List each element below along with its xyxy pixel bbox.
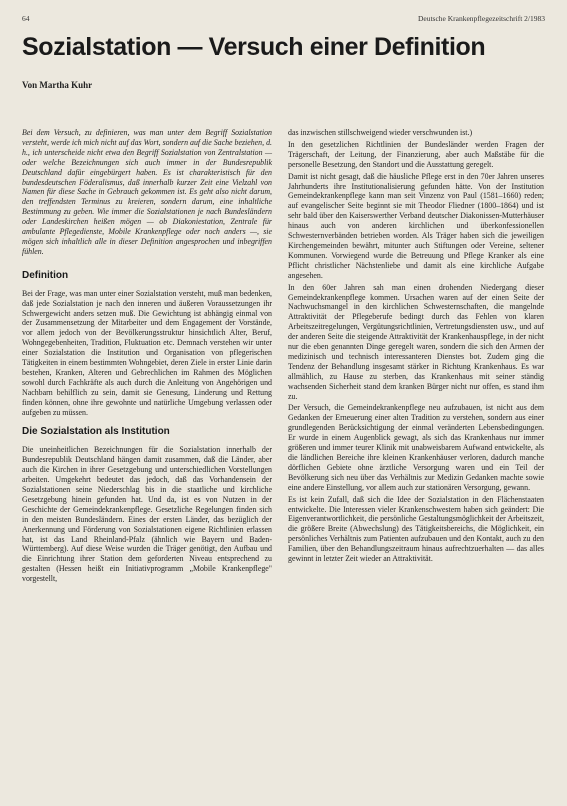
body-paragraph: In den 60er Jahren sah man einen drohenden Niedergang dieser Gemeindekrankenpflege kommen. Ursachen waren auf der einen Seite der Nachwuchsmangel in den kirchlichen Schwesternschaften, die mangelnde Attraktivität der Pflegeberufe bedingt durch das Fehlen von klaren Arbeitszeitregelungen, Vergütungsrichtlinien, Vertretungsdiensten usw., und auf der anderen Seite die steigende Attraktivität der Krankenhauspflege, in der nicht nur die eben genannten Dinge geregelt waren, sondern die sich den Armen der medizinisch und technisch interessanteren Dienstes bot. Zudem ging die Tendenz der Behandlung insgesamt stärker in Richtung Krankenhaus. Es war allmählich, zu Hause zu sterben, das Krankenhaus mit seiner ständig wachsenden Sicherheit stand dem kranken Bürger nicht nur offen, es stand ihm zu.: [288, 282, 544, 401]
section-heading-institution: Die Sozialstation als Institution: [22, 426, 170, 438]
intro-paragraph: Bei dem Versuch, zu definieren, was man unter dem Begriff Sozialstation versteht, werde ich mich nicht auf das Wort, sondern auf die Sache beziehen, d. h., ich unterscheide nicht etwa den Begriff Sozialstation von Zentralstation — oder welche Bezeichnungen sich auch immer in der Bundesrepublik Deutschland dafür eingebürgert haben. Es ist charakteristisch für den bundesdeutschen Föderalismus, daß innerhalb kurzer Zeit eine Vielzahl von Namen für diese Sache in Gebrauch gekommen ist. Es geht also nicht darum, den treffendsten Terminus zu kreieren, sondern darum, eine inhaltliche Bestimmung zu geben. Wie immer die Sozialstationen je nach Bundesländern oder Landeskirchen heißen mögen — ob Diakoniestation, Zentrale für ambulante Pflegedienste, Mobile Krankenpflege oder noch anders —, sie mögen sich inhaltlich alle in dieser Definition angesprochen und inbegriffen fühlen.: [22, 128, 272, 256]
body-paragraph: Damit ist nicht gesagt, daß die häusliche Pflege erst in den 70er Jahren unseres Jahrhunderts ihre Institutionalisierung gefunden hätte. Von der Institution Gemeindekrankenpflege kann man seit Vinzenz von Paul (1581–1660) reden; auf evangelischer Seite beginnt sie mit Theodor Fliedner (1800–1864) und ist sehr bald über den Kaiserswerther Verband deutscher Diakonissen-Mutterhäuser hinaus auch von anderen kirchlichen und überkonfessionellen Schwesternverbänden betrieben worden. Als Träger haben sich die jeweiligen Kirchengemeinden bewährt, mitunter auch Stiftungen oder Vereine, seltener Kommunen. Vorwiegend wurde die Betreuung und Pflege Kranker als eine Pflicht christlicher Nächstenliebe und damit als eine kirchliche Aufgabe angesehen.: [288, 171, 544, 280]
body-paragraph: In den gesetzlichen Richtlinien der Bundesländer werden Fragen der Trägerschaft, der Leitung, der Finanzierung, aber auch Maßstäbe für die personelle Besetzung, den Standort und die Ausstattung geregelt.: [288, 139, 544, 169]
body-paragraph: Die uneinheitlichen Bezeichnungen für die Sozialstation innerhalb der Bundesrepublik Deutschland hängen damit zusammen, daß die Länder, aber auch die Kirchen in ihrer Gesetzgebung und unterschiedlichen Vorstellungen arbeiten. Umgekehrt bedeutet das jedoch, daß das Vorhandensein der Sozialstationen seine Niederschlag bis in die staatliche und kirchliche Gesetzgebung hinein gefunden hat. Und da, ist es von Nutzen in der Geschichte der Gemeindekrankenpflege. Gesetzliche Regelungen finden sich in den meisten Bundesländern. Eines der ersten Länder, das bezüglich der Anerkennung und Förderung von Sozialstationen eigene Richtlinien erlassen hat, ist das Land Rheinland-Pfalz (ähnlich wie Bayern und Baden-Württemberg). Auf diese Weise wurden die Träger genötigt, den Aufbau und die Einrichtung ihrer Station dem geforderten Niveau entsprechend zu gestalten (Hessen heißt ein Initiativprogramm „Mobile Krankenpflege" vorgestellt,: [22, 445, 272, 584]
body-paragraph: das inzwischen stillschweigend wieder verschwunden ist.): [288, 128, 473, 137]
body-paragraph: Der Versuch, die Gemeindekrankenpflege neu aufzubauen, ist nicht aus dem Gedanken der Erneuerung einer alten Tradition zu verstehen, sondern aus einer grundlegenden Berücksichtigung der einmal veränderten Lebensbedingungen. Er wurde in einem Augenblick gewagt, als sich das Krankenhaus nur immer größeren und immer teurer Klinik mit unabweisbarem Aufwand entwickelte, als die ländlichen Bereiche ihre kleinen Krankenhäuser verloren, dadurch manche dörflichen Gebiete ohne ärztliche Versorgung waren und ein Teil der Bevölkerung sich neu über das Verhältnis zur Medizin Gedanken machte sowie eine andere Einstellung, vor allem auch zur stationären Versorgung, gewann.: [288, 403, 544, 492]
body-paragraph: Es ist kein Zufall, daß sich die Idee der Sozialstation in den Flächenstaaten entwickelte. Die Interessen vieler Krankenschwestern haben sich geändert: Die Eigenverantwortlichkeit, die persönliche Gestaltungsmöglichkeit der Arbeitszeit, die größere Breite (Abwechslung) des Tätigkeitsbereichs, die Möglichkeit, ein persönliches Verhältnis zum Patienten aufzubauen und den Kontakt, auch zu den Familien, über den Behandlungszeitraum hinaus aufrechtzuerhalten — das alles gewinnt in letzter Zeit wieder an Attraktivität.: [288, 494, 544, 564]
page-number: 64: [22, 14, 30, 23]
article-author: Von Martha Kuhr: [22, 80, 93, 90]
left-column: [22, 128, 272, 586]
article-title: Sozialstation — Versuch einer Definition: [22, 33, 486, 61]
journal-citation: Deutsche Krankenpflegezeitschrift 2/1983: [417, 14, 545, 23]
section-heading-definition: Definition: [22, 269, 69, 281]
body-paragraph: Bei der Frage, was man unter einer Sozialstation versteht, muß man bedenken, daß jede Sozialstation je nach den inneren und äußeren Voraussetzungen ihr Schwergewicht anders setzen muß. Die Gewichtung ist abhängig einmal von der Zusammensetzung der Mitarbeiter und dem Engagement der Vorstände, vor allem jedoch von der Bevölkerungsstruktur hinsichtlich Alter, Beruf, Wohngegebenheiten, Tradition, Fluktuation etc. Demnach verstehen wir unter einer Sozialstation die Institution und Organisation von pflegerischen Tätigkeiten in einem bestimmten Wohngebiet, deren Ziele in erster Linie darin bestehen, Kranken, Alteren und Gebrechlichen im Rahmen des Möglichen sowohl durch Fachkräfte als auch durch die Anleitung von Angehörigen und Nachbarn behilflich zu sein, damit sie Genesung, Linderung und Rettung finden können, ohne ihre gewohnte und natürliche Umgebung verlassen oder aufgeben zu müssen.: [22, 288, 272, 417]
right-column: [288, 128, 544, 566]
running-header: [22, 14, 545, 23]
